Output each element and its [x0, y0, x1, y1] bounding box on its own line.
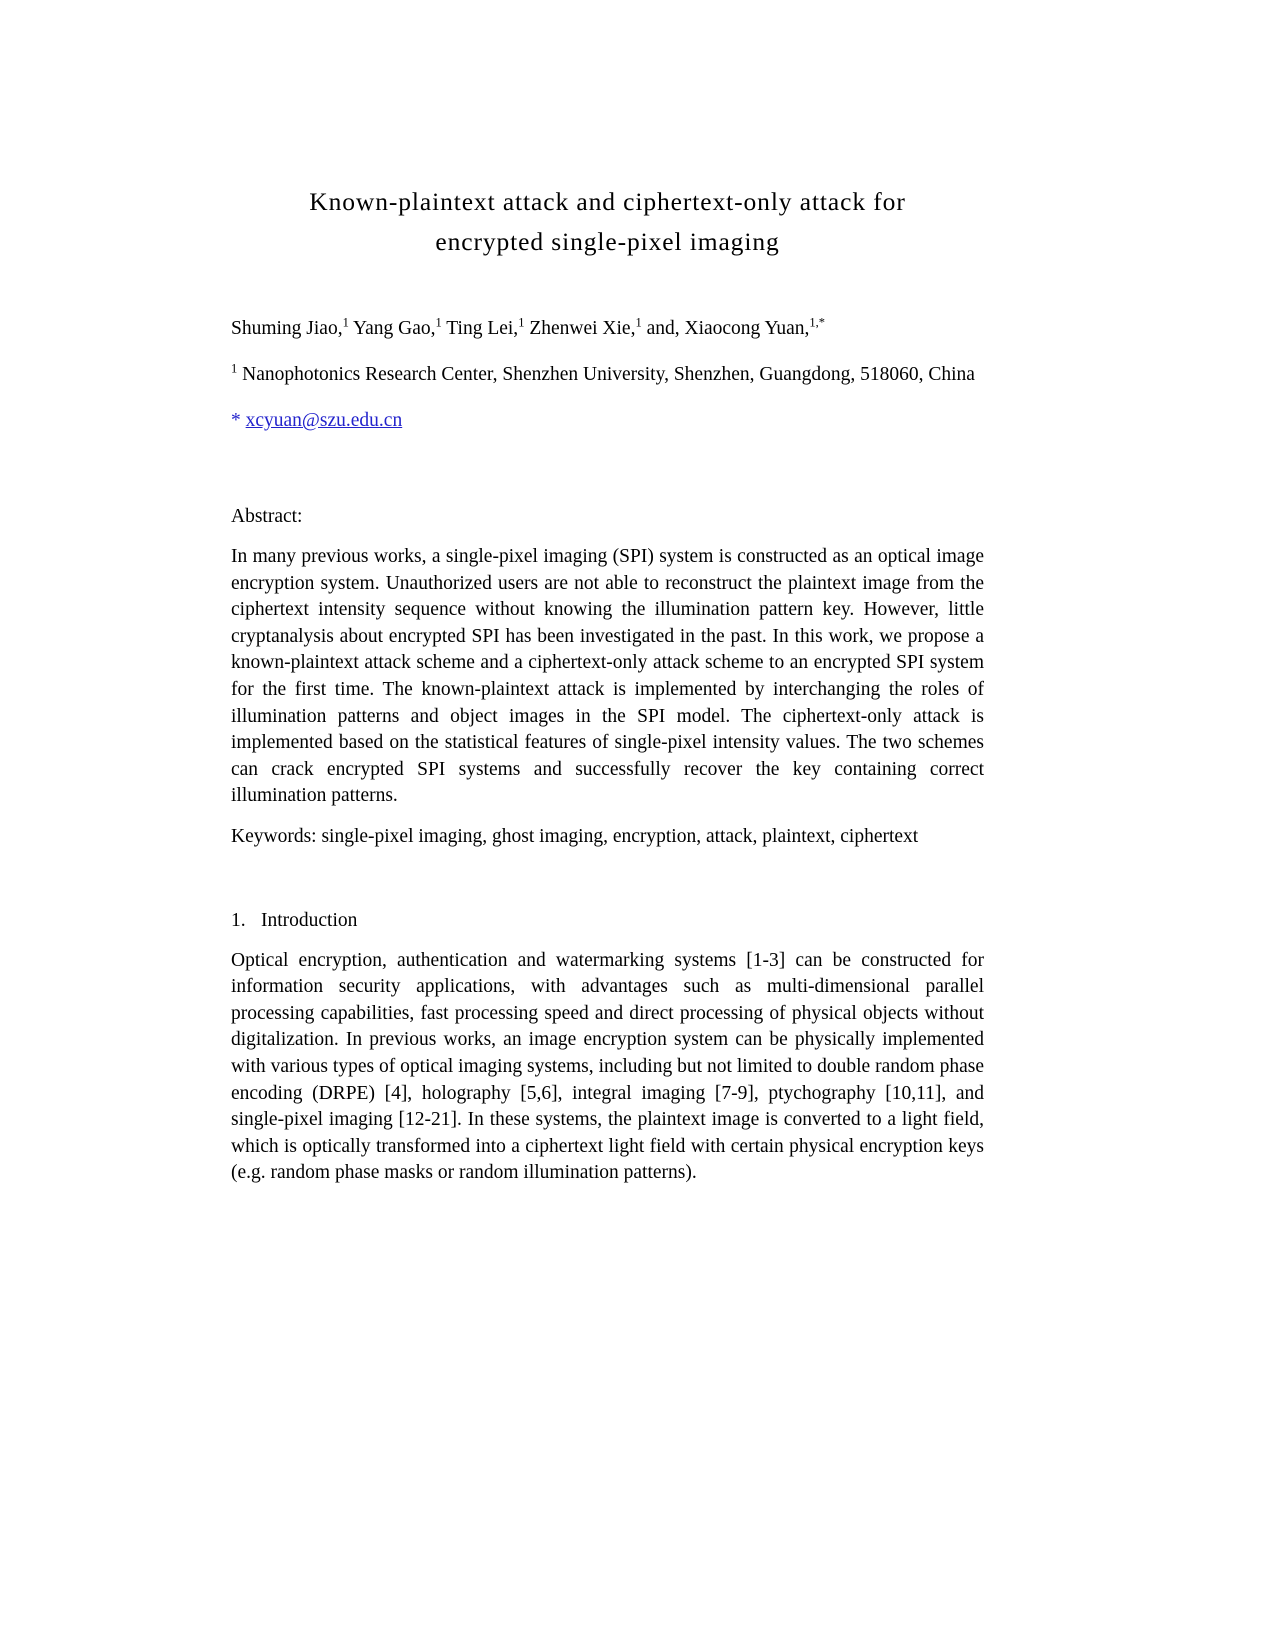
- section-title: Introduction: [261, 909, 358, 931]
- keywords-line: Keywords: single-pixel imaging, ghost imaging, encryption, attack, plaintext, ciphertext: [231, 825, 919, 847]
- author-name-5: and, Xiaocong Yuan,: [641, 318, 810, 339]
- author-affiliation-marker-2: 1: [435, 315, 442, 330]
- affiliation-marker: 1: [231, 361, 238, 376]
- corresponding-email-link[interactable]: xcyuan@szu.edu.cn: [245, 410, 403, 431]
- affiliation: [231, 360, 984, 389]
- page-content-column: [231, 0, 984, 1187]
- corresponding-email-line: [231, 407, 984, 435]
- author-name-3: Ting Lei,: [441, 318, 519, 339]
- author-name-1: Shuming Jiao,: [231, 318, 343, 339]
- corresponding-author-asterisk: *: [231, 410, 246, 431]
- author-list: [231, 315, 984, 343]
- author-name-2: Yang Gao,: [348, 318, 436, 339]
- author-affiliation-marker-5: 1,*: [809, 315, 826, 330]
- abstract-label: Abstract:: [231, 506, 303, 527]
- section-heading-introduction: [231, 907, 984, 934]
- author-affiliation-marker-3: 1: [518, 315, 525, 330]
- paper-title-line-2: encrypted single-pixel imaging: [435, 227, 780, 256]
- abstract-body: In many previous works, a single-pixel imaging (SPI) system is constructed as an optical image encryption system. Unauthorized users are not able to reconstruct the plaintext image from the ciphertext intensity sequence without knowing the illumination pattern key. However, little cryptanalysis about encrypted SPI has been investigated in the past. In this work, we propose a known-plaintext attack scheme and a ciphertext-only attack scheme to an encrypted SPI system for the first time. The known-plaintext attack is implemented by interchanging the roles of illumination patterns and object images in the SPI model. The ciphertext-only attack is implemented based on the statistical features of single-pixel intensity values. The two schemes can crack encrypted SPI systems and successfully recover the key containing correct illumination patterns.: [231, 546, 984, 807]
- section-number: 1.: [231, 909, 246, 931]
- author-affiliation-marker-1: 1: [342, 315, 349, 330]
- introduction-paragraph-1: Optical encryption, authentication and watermarking systems [1-3] can be constructed for information security applications, with advantages such as multi-dimensional parallel processing capabilities, fast processing speed and direct processing of physical objects without digitalization. In previous works, an image encryption system can be physically implemented with various types of optical imaging systems, including but not limited to double random phase encoding (DRPE) [4], holography [5,6], integral imaging [7-9], ptychography [10,11], and single-pixel imaging [12-21]. In these systems, the plaintext image is converted to a light field, which is optically transformed into a ciphertext light field with certain physical encryption keys (e.g. random phase masks or random illumination patterns).: [231, 949, 984, 1184]
- paper-title-line-1: Known-plaintext attack and ciphertext-only attack for: [309, 187, 906, 216]
- affiliation-text: Nanophotonics Research Center, Shenzhen University, Shenzhen, Guangdong, 518060, China: [237, 364, 975, 385]
- author-affiliation-marker-4: 1: [635, 315, 642, 330]
- author-name-4: Zhenwei Xie,: [524, 318, 636, 339]
- paper-title: [231, 182, 984, 262]
